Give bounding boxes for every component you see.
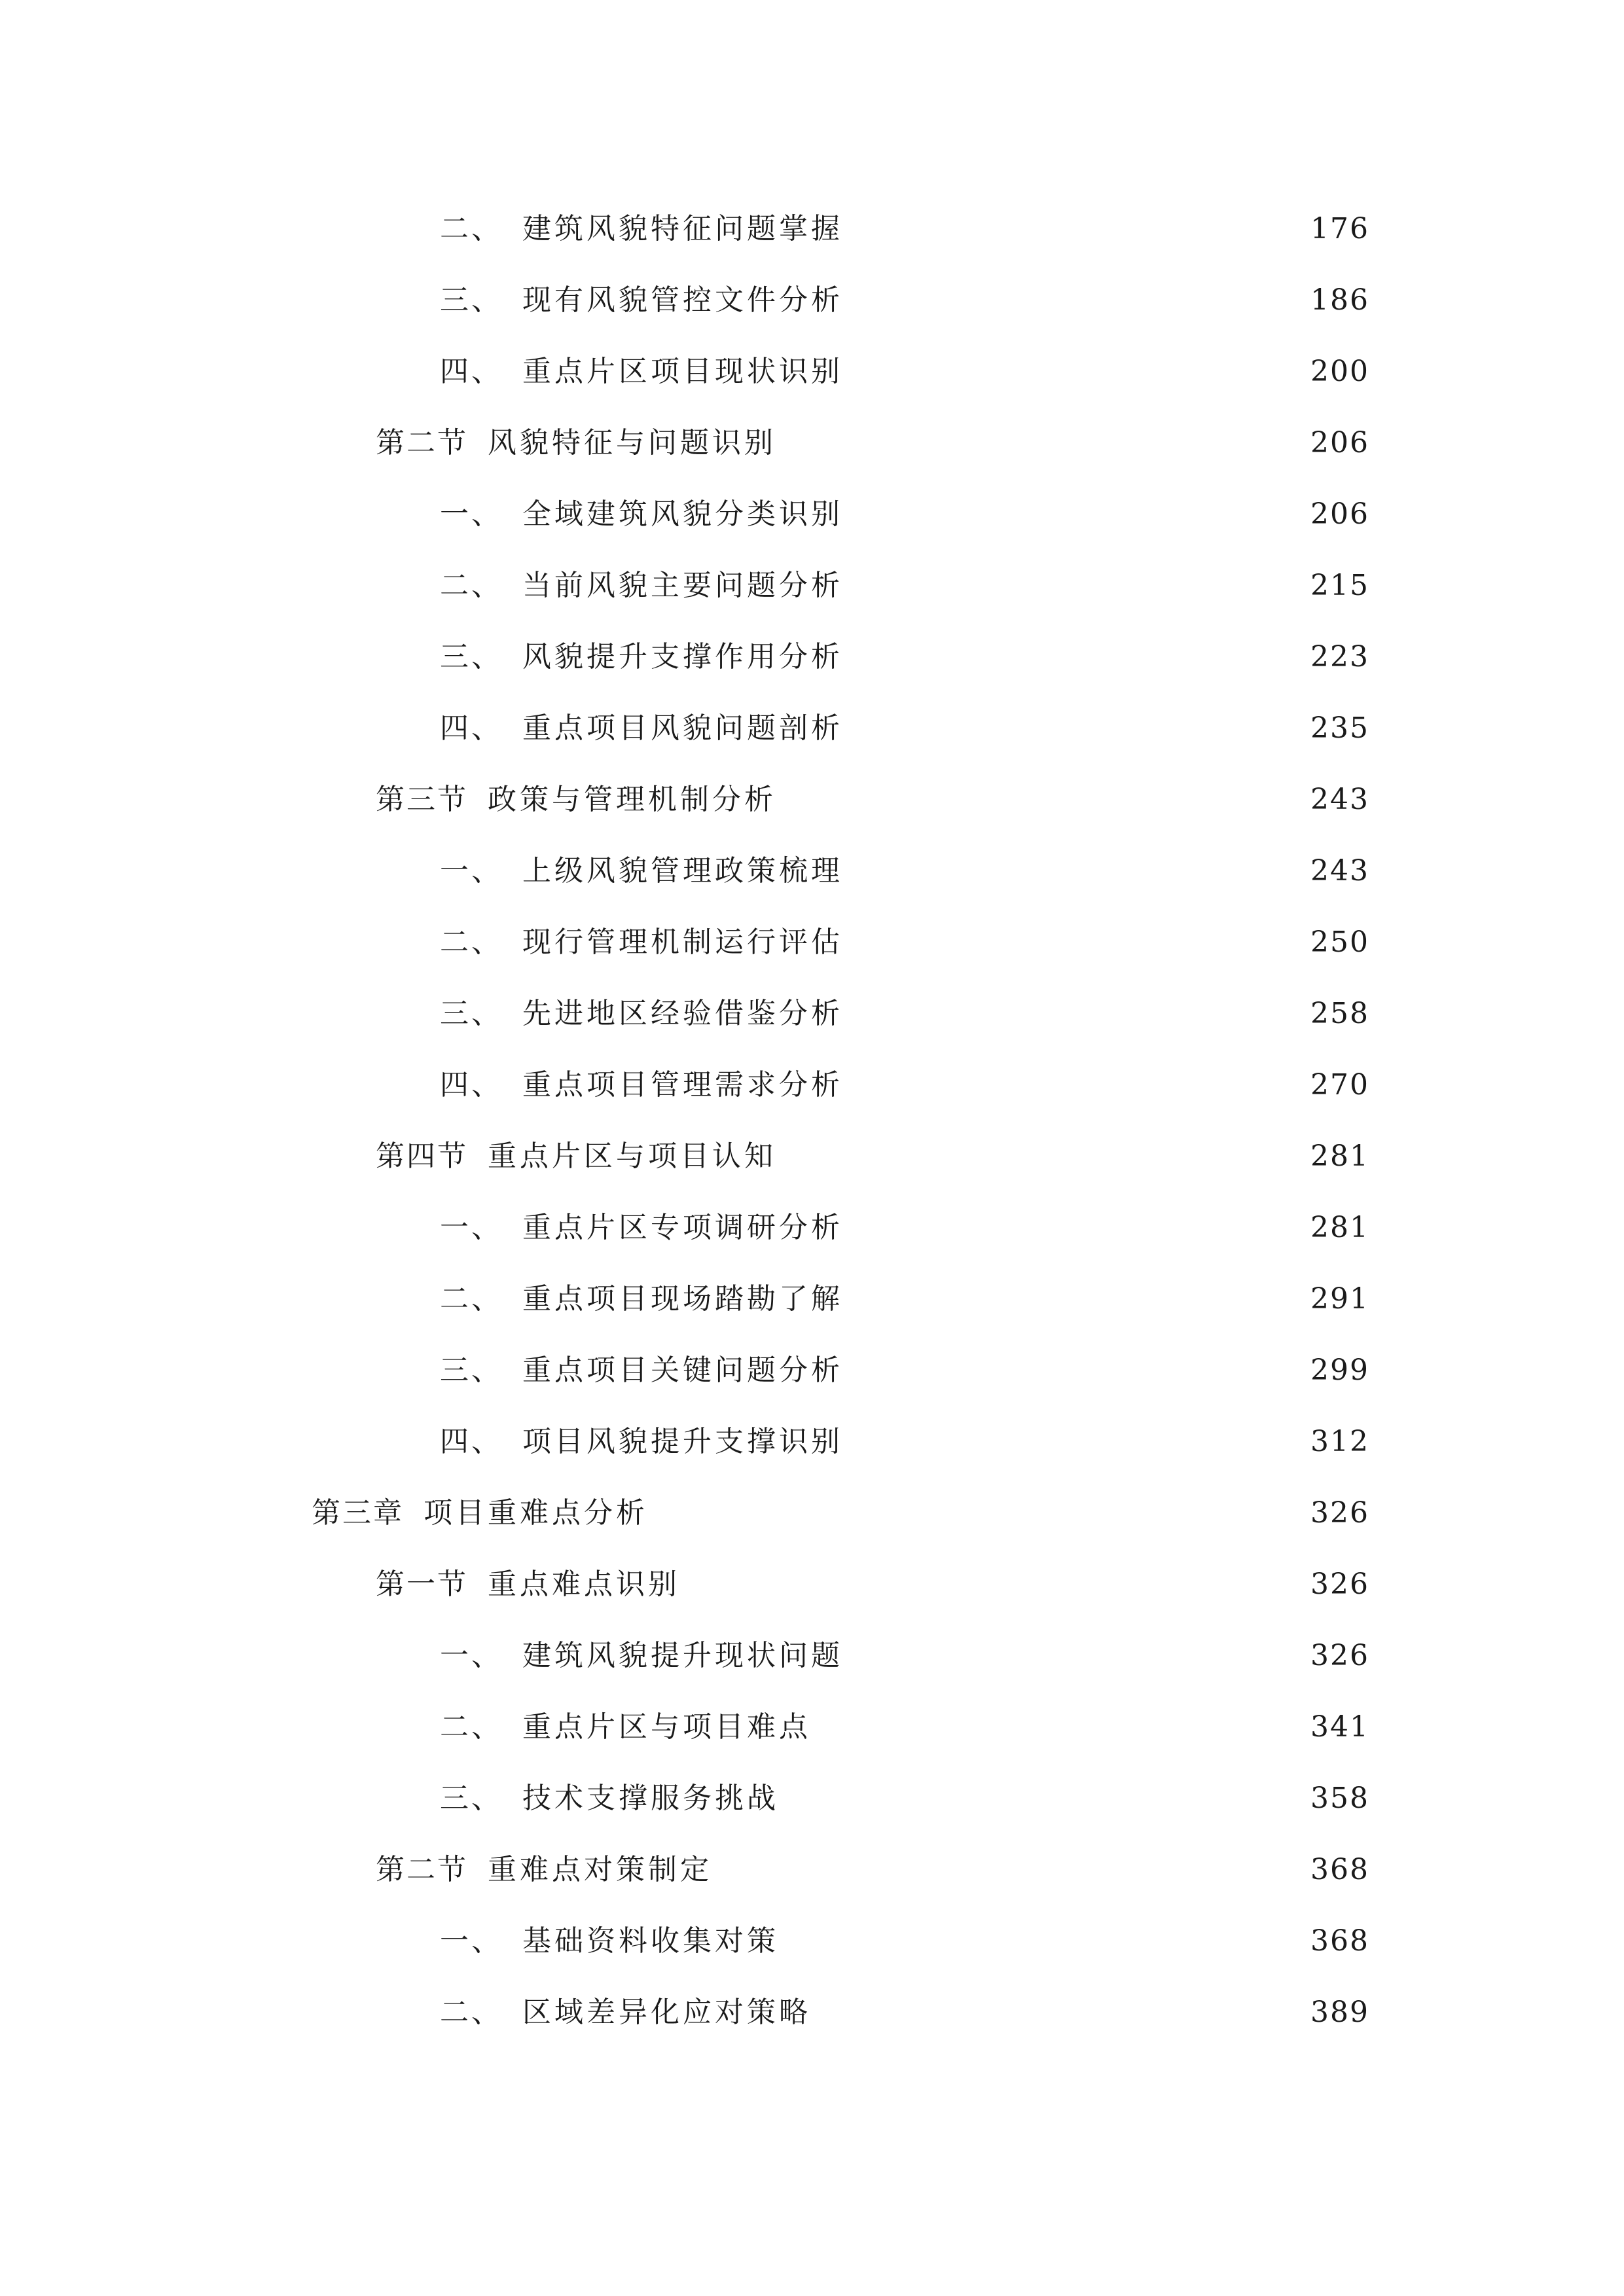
- toc-entry-number: 三、: [440, 997, 503, 1030]
- toc-entry-page: 243: [1310, 854, 1369, 888]
- toc-entry-title: 重难点对策制定: [488, 1853, 712, 1886]
- toc-entry-page: 326: [1310, 1496, 1369, 1530]
- dot-leader: [850, 1006, 1301, 1032]
- dot-leader: [850, 935, 1301, 961]
- toc-entry[interactable]: [440, 631, 1369, 683]
- toc-entry[interactable]: [440, 702, 1369, 755]
- toc-entry[interactable]: [440, 488, 1369, 541]
- toc-entry-page: 368: [1310, 1853, 1369, 1886]
- dot-leader: [785, 1933, 1301, 1960]
- toc-entry-title: 重点项目关键问题分析: [522, 1354, 843, 1387]
- toc-entry-title: 先进地区经验借鉴分析: [522, 997, 843, 1030]
- toc-entry-number: 第一节: [376, 1568, 468, 1601]
- toc-entry-number: 三、: [440, 1782, 503, 1815]
- toc-entry-title: 项目重难点分析: [424, 1496, 648, 1530]
- dot-leader: [818, 2005, 1301, 2031]
- toc-entry-title: 重点片区与项目认知: [488, 1139, 776, 1173]
- toc-entry-title: 建筑风貌提升现状问题: [522, 1639, 843, 1672]
- dot-leader: [850, 1434, 1301, 1460]
- dot-leader: [850, 721, 1301, 747]
- toc-section-entry[interactable]: [376, 417, 1369, 469]
- toc-entry-title: 重点难点识别: [488, 1568, 680, 1601]
- toc-entry-page: 223: [1310, 640, 1369, 673]
- toc-entry-title: 风貌提升支撑作用分析: [522, 640, 843, 673]
- toc-entry-page: 312: [1310, 1425, 1369, 1458]
- toc-entry-title: 现有风貌管控文件分析: [522, 283, 843, 317]
- dot-leader: [783, 1149, 1301, 1175]
- toc-entry-page: 176: [1310, 212, 1369, 245]
- dot-leader: [850, 507, 1301, 533]
- toc-entry-page: 270: [1310, 1068, 1369, 1102]
- toc-entry-title: 区域差异化应对策略: [522, 1996, 811, 2029]
- toc-entry-title: 政策与管理机制分析: [488, 783, 776, 816]
- toc-entry-title: 现行管理机制运行评估: [522, 925, 843, 959]
- toc-entry-page: 206: [1310, 426, 1369, 459]
- toc-entry-number: 二、: [440, 1710, 503, 1744]
- toc-entry-page: 215: [1310, 569, 1369, 602]
- dot-leader: [850, 1220, 1301, 1246]
- toc-entry-page: 243: [1310, 783, 1369, 816]
- toc-entry-title: 重点项目风貌问题剖析: [522, 711, 843, 745]
- dot-leader: [785, 1791, 1301, 1817]
- toc-entry-title: 重点项目管理需求分析: [522, 1068, 843, 1102]
- dot-leader: [850, 863, 1301, 889]
- toc-entry-page: 235: [1310, 711, 1369, 745]
- toc-entry[interactable]: [440, 845, 1369, 897]
- dot-leader: [850, 293, 1301, 319]
- dot-leader: [850, 1648, 1301, 1674]
- toc-entry-title: 基础资料收集对策: [522, 1924, 779, 1958]
- dot-leader: [850, 578, 1301, 604]
- toc-entry-number: 二、: [440, 1996, 503, 2029]
- toc-entry-page: 341: [1310, 1710, 1369, 1744]
- toc-entry-page: 281: [1310, 1139, 1369, 1173]
- toc-entry-number: 二、: [440, 212, 503, 245]
- toc-entry-title: 上级风貌管理政策梳理: [522, 854, 843, 888]
- toc-section-entry[interactable]: [376, 1558, 1369, 1611]
- dot-leader: [850, 649, 1301, 675]
- toc-entry-number: 一、: [440, 854, 503, 888]
- toc-entry[interactable]: [440, 1344, 1369, 1397]
- toc-entry-page: 326: [1310, 1568, 1369, 1601]
- toc-entry[interactable]: [440, 1986, 1369, 2039]
- toc-entry-title: 重点片区专项调研分析: [522, 1211, 843, 1244]
- toc-entry-page: 291: [1310, 1282, 1369, 1316]
- toc-entry-title: 建筑风貌特征问题掌握: [522, 212, 843, 245]
- toc-entry[interactable]: [440, 1059, 1369, 1111]
- toc-entry[interactable]: [440, 1202, 1369, 1254]
- toc-entry-number: 第四节: [376, 1139, 468, 1173]
- toc-entry-number: 第三章: [312, 1496, 404, 1530]
- toc-entry-title: 技术支撑服务挑战: [522, 1782, 779, 1815]
- dot-leader: [850, 364, 1301, 390]
- dot-leader: [687, 1577, 1301, 1603]
- toc-entry-page: 368: [1310, 1924, 1369, 1958]
- toc-entry[interactable]: [440, 346, 1369, 398]
- dot-leader: [783, 792, 1301, 818]
- dot-leader: [850, 221, 1301, 247]
- toc-entry-page: 389: [1310, 1996, 1369, 2029]
- toc-entry-number: 二、: [440, 925, 503, 959]
- toc-entry-page: 250: [1310, 925, 1369, 959]
- toc-entry[interactable]: [440, 988, 1369, 1040]
- dot-leader: [850, 1363, 1301, 1389]
- dot-leader: [719, 1862, 1301, 1888]
- dot-leader: [850, 1291, 1301, 1318]
- toc-entry-page: 326: [1310, 1639, 1369, 1672]
- toc-entry-page: 258: [1310, 997, 1369, 1030]
- toc-entry-title: 重点片区与项目难点: [522, 1710, 811, 1744]
- toc-entry-number: 二、: [440, 1282, 503, 1316]
- toc-entry[interactable]: [440, 1915, 1369, 1967]
- toc-entry-number: 四、: [440, 1425, 503, 1458]
- dot-leader: [655, 1505, 1301, 1532]
- toc-entry-page: 299: [1310, 1354, 1369, 1387]
- toc-entry-number: 一、: [440, 1924, 503, 1958]
- toc-entry-number: 第三节: [376, 783, 468, 816]
- toc-entry-page: 206: [1310, 497, 1369, 531]
- toc-entry-number: 一、: [440, 497, 503, 531]
- toc-section-entry[interactable]: [376, 1130, 1369, 1183]
- toc-entry-title: 项目风貌提升支撑识别: [522, 1425, 843, 1458]
- toc-entry-number: 一、: [440, 1639, 503, 1672]
- dot-leader: [850, 1077, 1301, 1103]
- toc-entry-number: 第二节: [376, 426, 468, 459]
- toc-entry-number: 四、: [440, 711, 503, 745]
- toc-entry-number: 一、: [440, 1211, 503, 1244]
- toc-entry-title: 全域建筑风貌分类识别: [522, 497, 843, 531]
- toc-entry-title: 当前风貌主要问题分析: [522, 569, 843, 602]
- toc-chapter-entry[interactable]: [312, 1487, 1369, 1539]
- toc-entry-title: 重点项目现场踏勘了解: [522, 1282, 843, 1316]
- toc-entry[interactable]: [440, 1701, 1369, 1753]
- toc-entry[interactable]: [440, 1772, 1369, 1825]
- toc-entry[interactable]: [440, 560, 1369, 612]
- toc-entry[interactable]: [440, 274, 1369, 327]
- toc-entry-title: 风貌特征与问题识别: [488, 426, 776, 459]
- toc-entry-number: 三、: [440, 1354, 503, 1387]
- toc-entry-page: 281: [1310, 1211, 1369, 1244]
- dot-leader: [783, 435, 1301, 461]
- toc-entry-number: 二、: [440, 569, 503, 602]
- toc-section-entry[interactable]: [376, 774, 1369, 826]
- toc-entry-number: 三、: [440, 640, 503, 673]
- toc-entry-number: 第二节: [376, 1853, 468, 1886]
- toc-entry-number: 三、: [440, 283, 503, 317]
- toc-entry-page: 186: [1310, 283, 1369, 317]
- toc-section-entry[interactable]: [376, 1844, 1369, 1896]
- dot-leader: [818, 1719, 1301, 1746]
- toc-entry-title: 重点片区项目现状识别: [522, 355, 843, 388]
- toc-entry[interactable]: [440, 1630, 1369, 1682]
- toc-entry[interactable]: [440, 916, 1369, 969]
- toc-entry-number: 四、: [440, 1068, 503, 1102]
- toc-entry-page: 358: [1310, 1782, 1369, 1815]
- toc-entry[interactable]: [440, 1416, 1369, 1468]
- toc-entry-page: 200: [1310, 355, 1369, 388]
- toc-entry-number: 四、: [440, 355, 503, 388]
- toc-entry[interactable]: [440, 203, 1369, 255]
- toc-entry[interactable]: [440, 1273, 1369, 1325]
